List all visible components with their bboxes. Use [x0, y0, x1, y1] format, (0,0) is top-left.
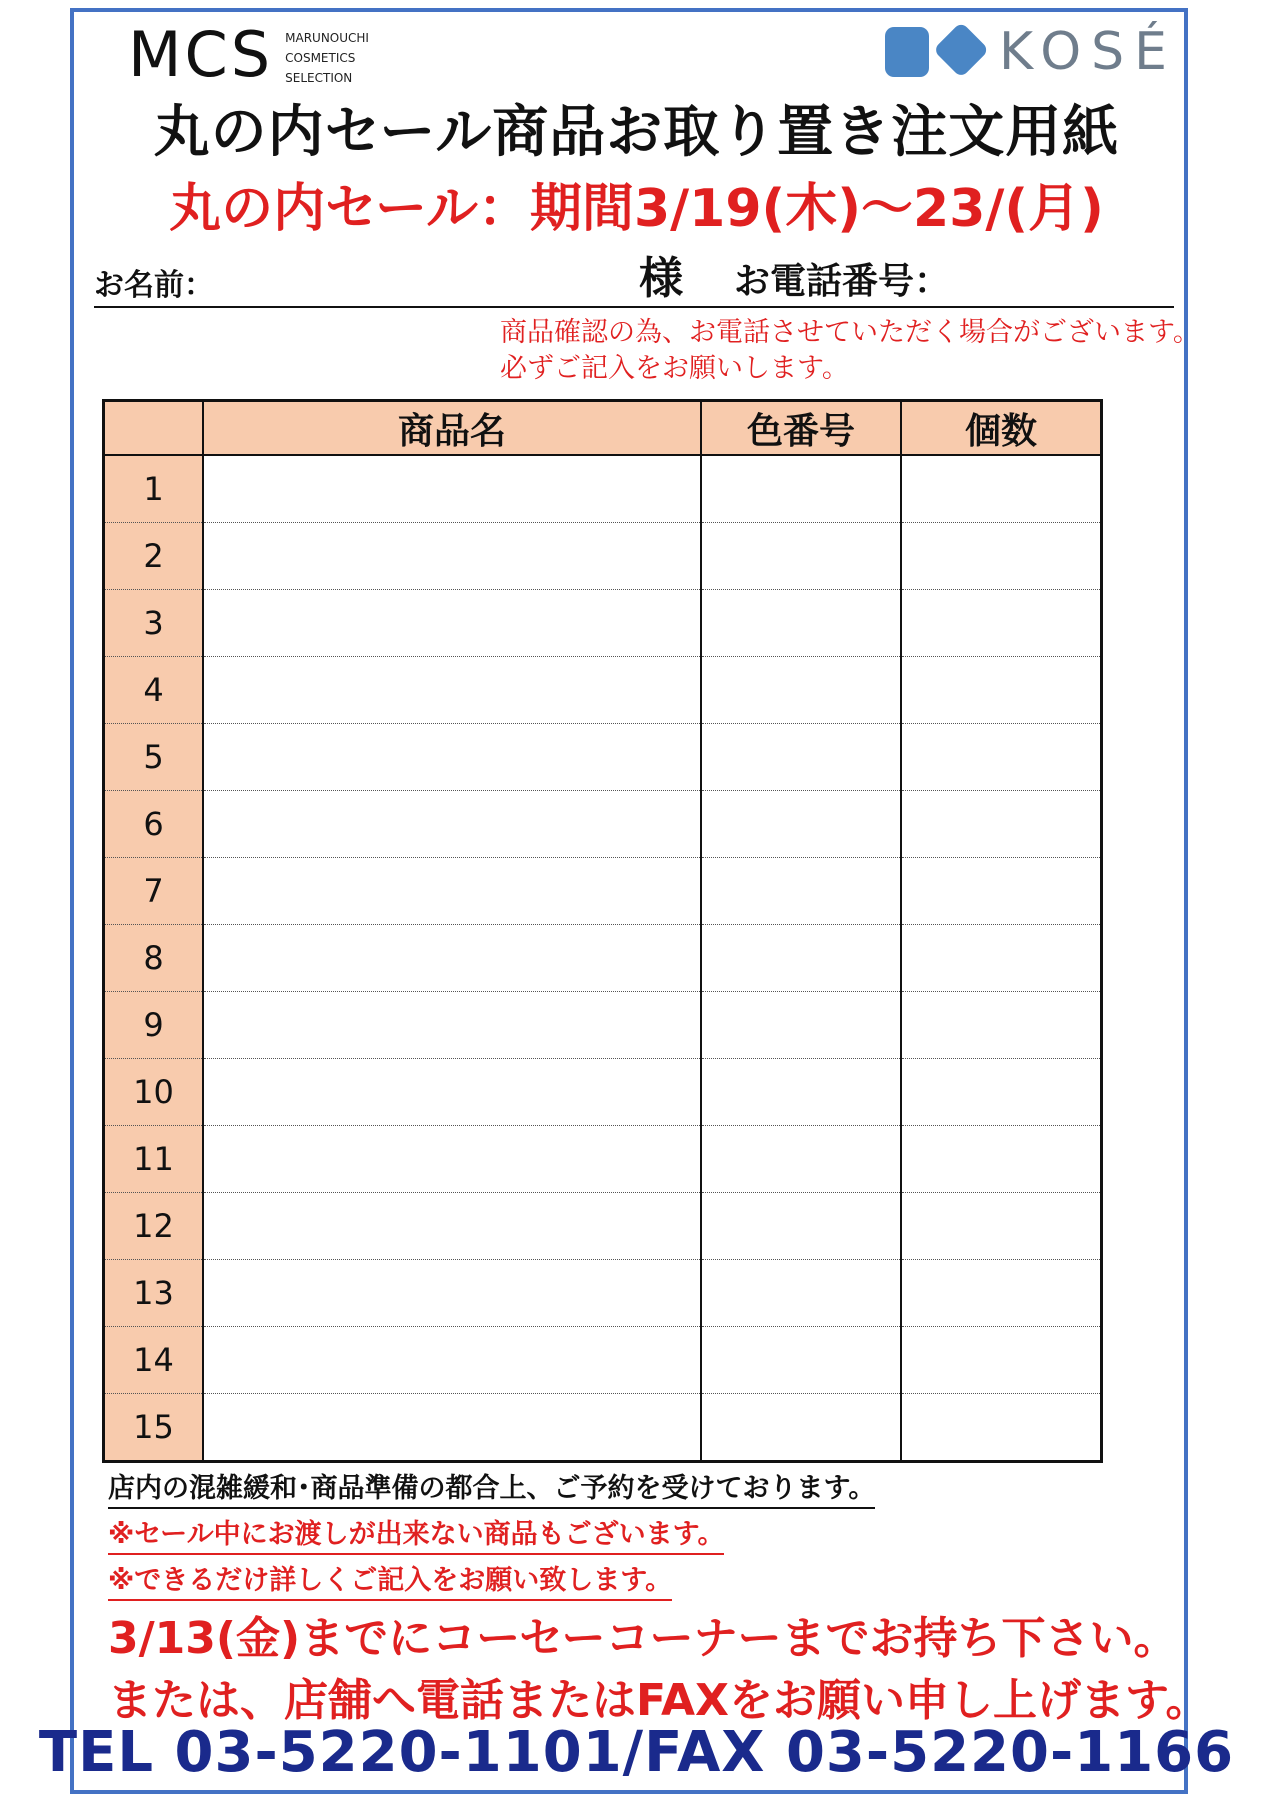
kose-logo [883, 22, 1177, 82]
color-number-cell[interactable] [701, 858, 901, 925]
product-name-cell[interactable] [203, 925, 701, 992]
product-name-cell[interactable] [203, 1260, 701, 1327]
color-number-cell[interactable] [701, 455, 901, 523]
contact-numbers: TEL 03-5220-1101/FAX 03-5220-1166 [38, 1720, 1235, 1785]
quantity-cell[interactable] [901, 925, 1102, 992]
table-row [104, 523, 1102, 590]
row-number: 7 [104, 858, 204, 925]
row-number: 9 [104, 992, 204, 1059]
product-name-cell[interactable] [203, 1193, 701, 1260]
color-number-cell[interactable] [701, 590, 901, 657]
row-number: 10 [104, 1059, 204, 1126]
header-number [104, 401, 204, 456]
color-number-cell[interactable] [701, 523, 901, 590]
row-number: 4 [104, 657, 204, 724]
quantity-cell[interactable] [901, 657, 1102, 724]
row-number: 6 [104, 791, 204, 858]
phone-label: お電話番号： [734, 261, 951, 302]
row-number: 12 [104, 1193, 204, 1260]
footer-notice: 店内の混雑緩和･商品準備の都合上、ご予約を受けております。 [108, 1466, 875, 1509]
product-name-cell[interactable] [203, 992, 701, 1059]
table-row [104, 1126, 1102, 1193]
row-number: 11 [104, 1126, 204, 1193]
quantity-cell[interactable] [901, 791, 1102, 858]
table-row [104, 1260, 1102, 1327]
quantity-cell[interactable] [901, 858, 1102, 925]
row-number: 8 [104, 925, 204, 992]
quantity-cell[interactable] [901, 590, 1102, 657]
mcs-logo-subtitle [285, 28, 369, 88]
row-number: 1 [104, 455, 204, 523]
product-name-cell[interactable] [203, 724, 701, 791]
phone-note [500, 315, 1200, 387]
quantity-cell[interactable] [901, 1327, 1102, 1394]
table-row [104, 992, 1102, 1059]
sale-period: 丸の内セール：期間3/19(木)～23/(月) [169, 179, 1104, 239]
kose-logo-icon [883, 23, 987, 81]
quantity-cell[interactable] [901, 523, 1102, 590]
order-table [102, 399, 1103, 1463]
mcs-logo-line: SELECTION [285, 71, 353, 85]
table-row [104, 858, 1102, 925]
color-number-cell[interactable] [701, 791, 901, 858]
row-number: 3 [104, 590, 204, 657]
quantity-cell[interactable] [901, 455, 1102, 523]
header-quantity: 個数 [901, 401, 1102, 456]
product-name-cell[interactable] [203, 791, 701, 858]
row-number: 15 [104, 1394, 204, 1462]
header-product-name: 商品名 [203, 401, 701, 456]
honorific-label: 様 [639, 253, 683, 304]
color-number-cell[interactable] [701, 1059, 901, 1126]
row-number: 14 [104, 1327, 204, 1394]
color-number-cell[interactable] [701, 992, 901, 1059]
quantity-cell[interactable] [901, 1126, 1102, 1193]
table-row [104, 1059, 1102, 1126]
row-number: 2 [104, 523, 204, 590]
form-title: 丸の内セール商品お取り置き注文用紙 [153, 100, 1120, 165]
product-name-cell[interactable] [203, 1394, 701, 1462]
table-row [104, 925, 1102, 992]
footer-warning-2: ※できるだけ詳しくご記入をお願い致します。 [108, 1558, 672, 1601]
color-number-cell[interactable] [701, 1126, 901, 1193]
footer-instructions: または、店舗へ電話またはFAXをお願い申し上げます。 [108, 1675, 1210, 1726]
mcs-logo-line: MARUNOUCHI [285, 31, 369, 45]
phone-note-line: 商品確認の為、お電話させていただく場合がございます。 [500, 317, 1200, 348]
table-header-row [104, 401, 1102, 456]
table-row [104, 791, 1102, 858]
color-number-cell[interactable] [701, 925, 901, 992]
mcs-logo-line: COSMETICS [285, 51, 356, 65]
table-row [104, 1193, 1102, 1260]
product-name-cell[interactable] [203, 1059, 701, 1126]
mcs-logo-mark: MCS [128, 18, 274, 91]
color-number-cell[interactable] [701, 724, 901, 791]
product-name-cell[interactable] [203, 1327, 701, 1394]
table-row [104, 724, 1102, 791]
color-number-cell[interactable] [701, 1260, 901, 1327]
table-row [104, 590, 1102, 657]
color-number-cell[interactable] [701, 1394, 901, 1462]
mcs-logo [128, 18, 369, 91]
customer-underline [94, 306, 1174, 308]
quantity-cell[interactable] [901, 992, 1102, 1059]
product-name-cell[interactable] [203, 657, 701, 724]
table-row [104, 657, 1102, 724]
quantity-cell[interactable] [901, 1059, 1102, 1126]
customer-info-line [94, 253, 1174, 308]
quantity-cell[interactable] [901, 1193, 1102, 1260]
product-name-cell[interactable] [203, 523, 701, 590]
product-name-cell[interactable] [203, 455, 701, 523]
header-color-number: 色番号 [701, 401, 901, 456]
footer-deadline: 3/13(金)までにコーセーコーナーまでお持ち下さい。 [108, 1613, 1178, 1664]
product-name-cell[interactable] [203, 590, 701, 657]
row-number: 5 [104, 724, 204, 791]
row-number: 13 [104, 1260, 204, 1327]
quantity-cell[interactable] [901, 1394, 1102, 1462]
kose-logo-word: KOSÉ [998, 22, 1177, 82]
phone-note-line: 必ずご記入をお願いします。 [500, 353, 849, 384]
quantity-cell[interactable] [901, 724, 1102, 791]
color-number-cell[interactable] [701, 1327, 901, 1394]
table-row [104, 455, 1102, 523]
product-name-cell[interactable] [203, 1126, 701, 1193]
name-label: お名前： [94, 268, 214, 303]
footer-warning-1: ※セール中にお渡しが出来ない商品もございます。 [108, 1512, 724, 1555]
table-row [104, 1394, 1102, 1462]
color-number-cell[interactable] [701, 1193, 901, 1260]
product-name-cell[interactable] [203, 858, 701, 925]
quantity-cell[interactable] [901, 1260, 1102, 1327]
table-row [104, 1327, 1102, 1394]
color-number-cell[interactable] [701, 657, 901, 724]
